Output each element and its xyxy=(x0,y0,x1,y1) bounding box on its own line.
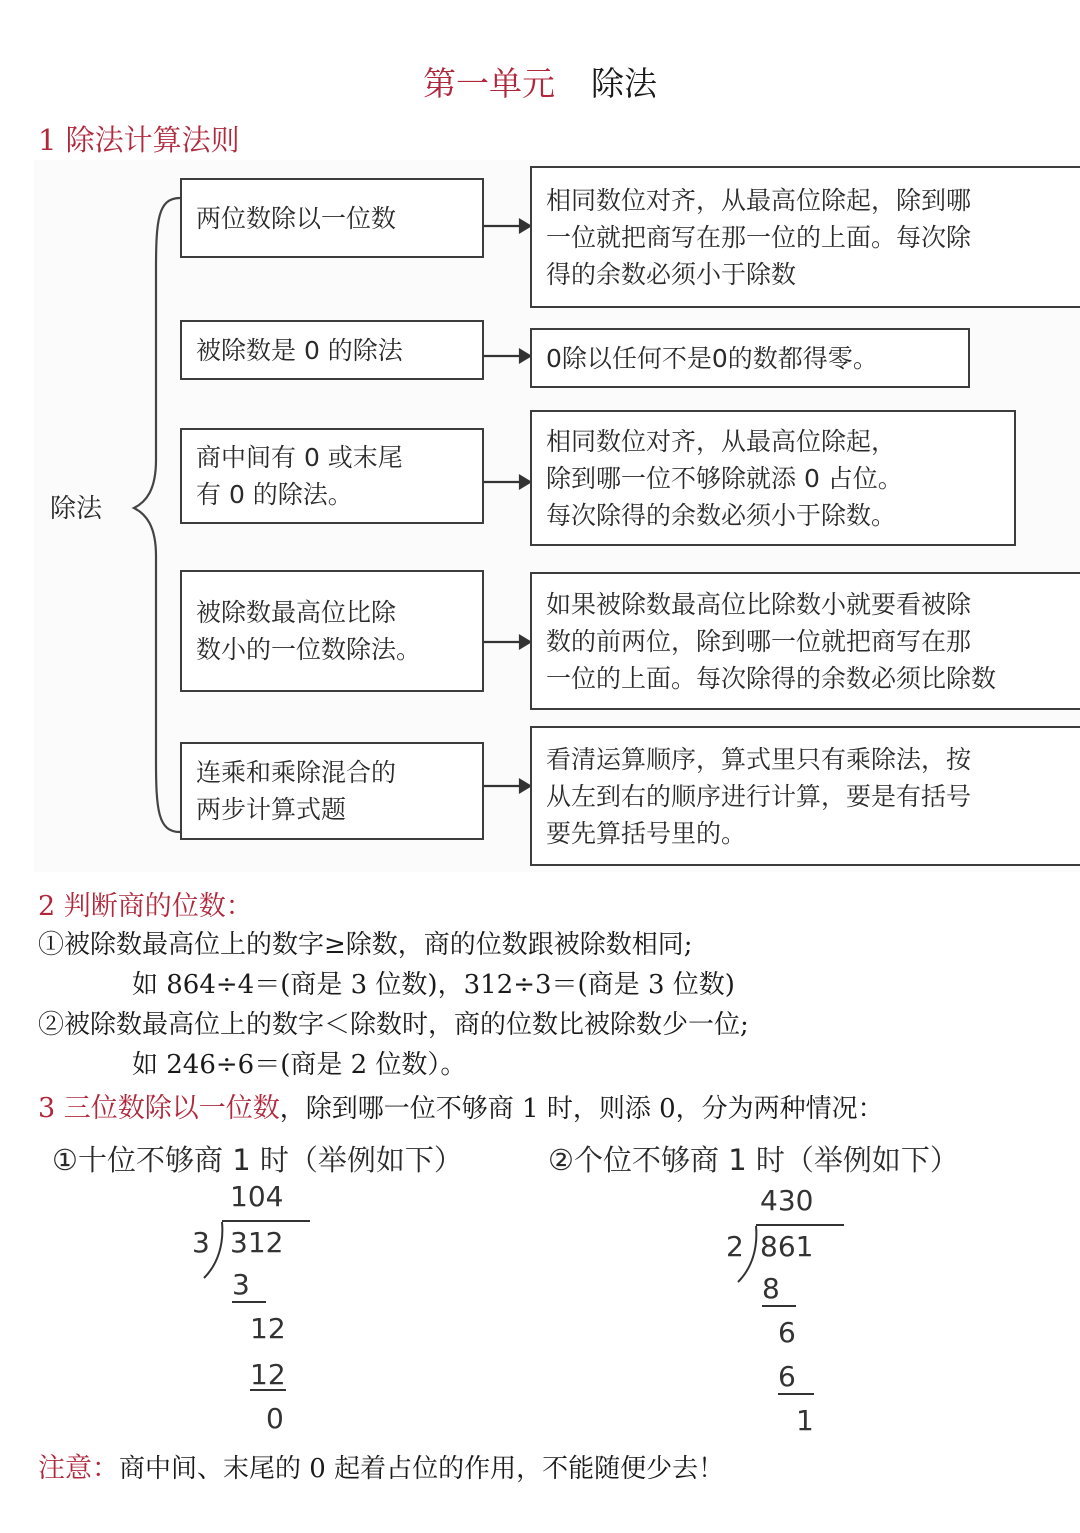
rule-left-text: 两位数除以一位数 xyxy=(196,203,397,233)
rule-box-right-3 xyxy=(530,410,1016,546)
rule-box-left-5 xyxy=(180,742,484,840)
section2-example-1: 如 864÷4＝(商是 3 位数)，312÷3＝(商是 3 位数) xyxy=(132,970,735,1000)
remainder: 0 xyxy=(266,1402,284,1435)
note-text: 商中间、末尾的 0 起着占位的作用，不能随便少去！ xyxy=(119,1454,725,1484)
section2-heading: 2 判断商的位数： xyxy=(38,891,253,922)
rule-left-text: 数小的一位数除法。 xyxy=(196,635,422,664)
rule-left-text: 被除数是 0 的除法 xyxy=(196,335,403,365)
rule-left-text: 商中间有 0 或末尾 xyxy=(196,443,403,472)
subtract-step: 8 xyxy=(762,1272,780,1305)
subtract-step: 3 xyxy=(232,1268,250,1301)
title-topic: 除法 xyxy=(591,64,657,103)
quotient: 430 xyxy=(760,1184,814,1217)
rule-box-left-4 xyxy=(180,570,484,692)
subtract-step: 12 xyxy=(250,1358,286,1391)
rule-box-left-2 xyxy=(180,320,484,380)
case1-title: ①十位不够商 1 时（举例如下） xyxy=(52,1143,463,1177)
rule-box-right-1 xyxy=(530,166,1080,308)
rule-right-text: 得的余数必须小于除数 xyxy=(546,259,797,289)
diagram-root-label: 除法 xyxy=(50,494,103,524)
rule-right-text: 一位就把商写在那一位的上面。每次除 xyxy=(546,222,972,252)
dividend: 312 xyxy=(230,1226,284,1259)
rule-right-text: 除到哪一位不够除就添 0 占位。 xyxy=(546,463,903,493)
section2-rule-2: ②被除数最高位上的数字＜除数时，商的位数比被除数少一位; xyxy=(38,1010,749,1040)
rule-left-text: 有 0 的除法。 xyxy=(196,480,353,509)
page-title xyxy=(0,58,1080,105)
rule-box-right-4 xyxy=(530,572,1080,710)
rule-box-right-5 xyxy=(530,726,1080,866)
brace-shape xyxy=(134,198,180,832)
rule-right-text: 数的前两位，除到哪一位就把商写在那 xyxy=(546,626,972,656)
rule-right-text: 看清运算顺序，算式里只有乘除法，按 xyxy=(546,744,972,774)
rule-right-text: 一位的上面。每次除得的余数必须比除数 xyxy=(546,663,997,693)
rule-right-text: 要先算括号里的。 xyxy=(546,818,747,848)
rule-left-text: 连乘和乘除混合的 xyxy=(196,758,397,787)
arrow-head xyxy=(520,780,530,792)
section3-line xyxy=(38,1086,884,1125)
rule-right-text: 如果被除数最高位比除数小就要看被除 xyxy=(546,589,972,619)
section2-rule-1: ①被除数最高位上的数字≥除数，商的位数跟被除数相同; xyxy=(38,930,693,960)
note-line xyxy=(38,1446,724,1485)
partial-dividend: 12 xyxy=(250,1312,286,1345)
rule-right-text: 0除以任何不是0的数都得零。 xyxy=(546,343,878,373)
divisor: 2 xyxy=(726,1230,744,1263)
rule-right-text: 相同数位对齐，从最高位除起，除到哪 xyxy=(546,185,972,215)
rule-right-text: 相同数位对齐，从最高位除起， xyxy=(546,426,897,456)
note-label: 注意： xyxy=(38,1453,119,1484)
rule-box-left-1 xyxy=(180,178,484,258)
quotient: 104 xyxy=(230,1180,284,1213)
arrow-head xyxy=(520,636,530,648)
arrow-head xyxy=(520,350,530,362)
section3-rest: ，除到哪一位不够商 1 时，则添 0，分为两种情况： xyxy=(279,1094,884,1124)
rule-left-text: 被除数最高位比除 xyxy=(196,598,397,627)
arrow-head xyxy=(520,476,530,488)
section3-heading: 3 三位数除以一位数 xyxy=(38,1093,280,1124)
remainder: 1 xyxy=(796,1404,814,1437)
title-unit: 第一单元 xyxy=(423,64,555,103)
dividend: 861 xyxy=(760,1230,814,1263)
subtract-step: 6 xyxy=(778,1360,796,1393)
partial-dividend: 6 xyxy=(778,1316,796,1349)
division-bracket xyxy=(190,1214,320,1404)
divisor: 3 xyxy=(192,1226,210,1259)
division-rules-diagram xyxy=(34,160,1080,872)
rule-box-right-2 xyxy=(530,328,970,388)
division-bracket xyxy=(722,1218,852,1408)
arrow-group xyxy=(484,220,530,792)
rule-right-text: 每次除得的余数必须小于除数。 xyxy=(546,500,897,530)
section2-example-2: 如 246÷6＝(商是 2 位数）。 xyxy=(132,1050,467,1080)
arrow-head xyxy=(520,220,530,232)
rule-left-text: 两步计算式题 xyxy=(196,795,347,824)
case2-title: ②个位不够商 1 时（举例如下） xyxy=(548,1143,959,1177)
rule-box-left-3 xyxy=(180,428,484,524)
section1-heading: 1 除法计算法则 xyxy=(38,123,240,157)
rule-right-text: 从左到右的顺序进行计算，要是有括号 xyxy=(546,781,972,811)
